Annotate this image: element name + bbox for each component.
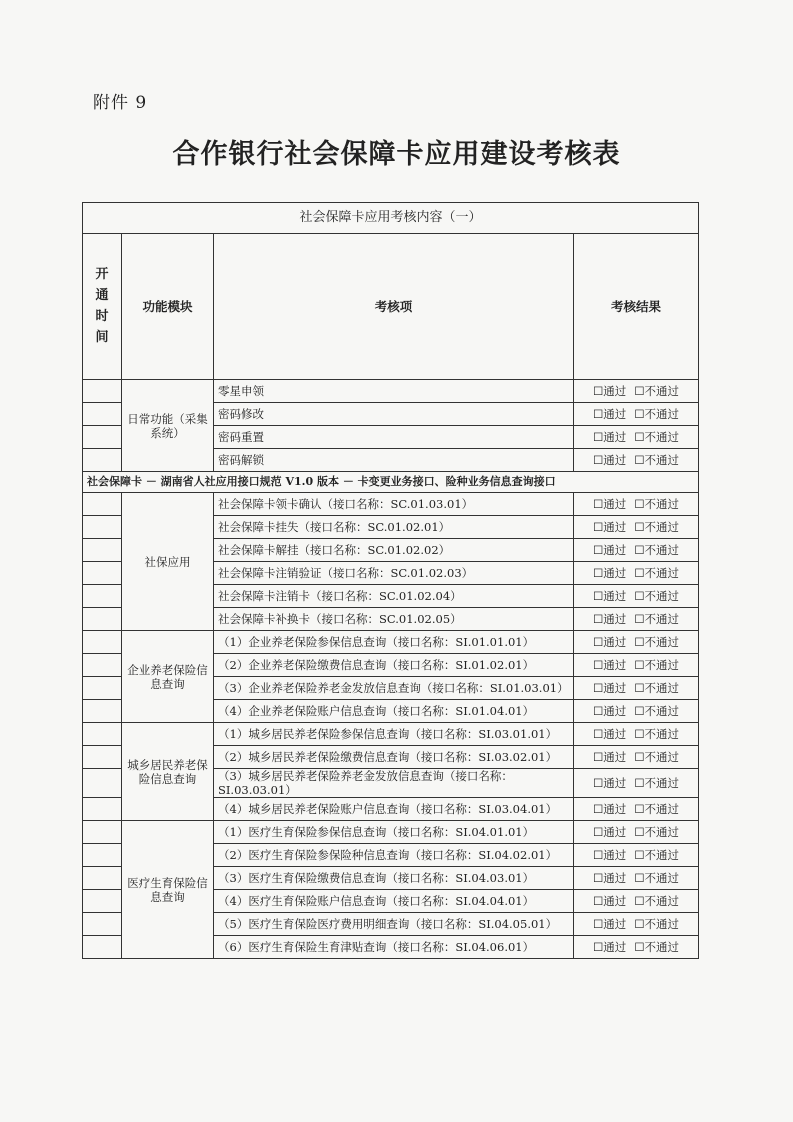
- open-time-cell[interactable]: [83, 654, 122, 677]
- result-cell: [574, 746, 699, 769]
- result-cell: [574, 654, 699, 677]
- item-cell: （4）医疗生育保险账户信息查询（接口名称：SI.04.04.01）: [214, 890, 574, 913]
- open-time-cell[interactable]: [83, 844, 122, 867]
- item-cell: 社会保障卡挂失（接口名称：SC.01.02.01）: [214, 516, 574, 539]
- item-cell: （5）医疗生育保险医疗费用明细查询（接口名称：SI.04.05.01）: [214, 913, 574, 936]
- fail-checkbox[interactable]: ☐不通过: [634, 453, 680, 467]
- fail-checkbox[interactable]: ☐不通过: [634, 848, 680, 862]
- result-cell: [574, 608, 699, 631]
- item-cell: 社会保障卡解挂（接口名称：SC.01.02.02）: [214, 539, 574, 562]
- item-cell: 社会保障卡补换卡（接口名称：SC.01.02.05）: [214, 608, 574, 631]
- pass-checkbox[interactable]: ☐通过: [592, 497, 627, 511]
- open-time-cell[interactable]: [83, 700, 122, 723]
- open-time-header: 开 通 时 间: [83, 234, 122, 380]
- item-cell: （6）医疗生育保险生育津贴查询（接口名称：SI.04.06.01）: [214, 936, 574, 959]
- pass-checkbox[interactable]: ☐通过: [592, 776, 627, 790]
- pass-checkbox[interactable]: ☐通过: [592, 871, 627, 885]
- open-time-cell[interactable]: [83, 449, 122, 472]
- table-row: [83, 631, 699, 654]
- fail-checkbox[interactable]: ☐不通过: [634, 520, 680, 534]
- fail-checkbox[interactable]: ☐不通过: [634, 727, 680, 741]
- result-cell: [574, 403, 699, 426]
- result-cell: [574, 844, 699, 867]
- fail-checkbox[interactable]: ☐不通过: [634, 750, 680, 764]
- item-header: 考核项: [214, 234, 574, 380]
- item-cell: 密码重置: [214, 426, 574, 449]
- open-time-cell[interactable]: [83, 539, 122, 562]
- open-time-cell[interactable]: [83, 403, 122, 426]
- item-cell: （2）城乡居民养老保险缴费信息查询（接口名称：SI.03.02.01）: [214, 746, 574, 769]
- pass-checkbox[interactable]: ☐通过: [592, 917, 627, 931]
- table-row: [83, 821, 699, 844]
- pass-checkbox[interactable]: ☐通过: [592, 430, 627, 444]
- open-time-cell[interactable]: [83, 585, 122, 608]
- result-cell: [574, 890, 699, 913]
- pass-checkbox[interactable]: ☐通过: [592, 727, 627, 741]
- open-time-cell[interactable]: [83, 426, 122, 449]
- open-time-cell[interactable]: [83, 821, 122, 844]
- open-time-cell[interactable]: [83, 516, 122, 539]
- attachment-label: 附件 9: [93, 93, 148, 113]
- page-title: 合作银行社会保障卡应用建设考核表: [172, 139, 621, 170]
- table-caption: 社会保障卡应用考核内容（一）: [83, 203, 699, 234]
- fail-checkbox[interactable]: ☐不通过: [634, 384, 680, 398]
- table-row: [83, 493, 699, 516]
- result-cell: [574, 936, 699, 959]
- open-time-cell[interactable]: [83, 746, 122, 769]
- result-cell: [574, 539, 699, 562]
- fail-checkbox[interactable]: ☐不通过: [634, 407, 680, 421]
- banner-row: [83, 472, 699, 493]
- item-cell: （2）医疗生育保险参保险种信息查询（接口名称：SI.04.02.01）: [214, 844, 574, 867]
- result-cell: [574, 798, 699, 821]
- item-cell: （4）城乡居民养老保险账户信息查询（接口名称：SI.03.04.01）: [214, 798, 574, 821]
- result-cell: [574, 380, 699, 403]
- module-cell: 社保应用: [122, 493, 214, 631]
- fail-checkbox[interactable]: ☐不通过: [634, 543, 680, 557]
- open-time-cell[interactable]: [83, 562, 122, 585]
- open-time-cell[interactable]: [83, 723, 122, 746]
- item-cell: 零星申领: [214, 380, 574, 403]
- fail-checkbox[interactable]: ☐不通过: [634, 825, 680, 839]
- result-cell: [574, 631, 699, 654]
- result-cell: [574, 585, 699, 608]
- pass-checkbox[interactable]: ☐通过: [592, 543, 627, 557]
- pass-checkbox[interactable]: ☐通过: [592, 940, 627, 954]
- module-header: 功能模块: [122, 234, 214, 380]
- item-cell: （3）企业养老保险养老金发放信息查询（接口名称：SI.01.03.01）: [214, 677, 574, 700]
- pass-checkbox[interactable]: ☐通过: [592, 681, 627, 695]
- fail-checkbox[interactable]: ☐不通过: [634, 430, 680, 444]
- pass-checkbox[interactable]: ☐通过: [592, 750, 627, 764]
- fail-checkbox[interactable]: ☐不通过: [634, 940, 680, 954]
- module-cell: 日常功能（采集系统）: [122, 380, 214, 472]
- open-time-cell[interactable]: [83, 631, 122, 654]
- module-cell: 医疗生育保险信息查询: [122, 821, 214, 959]
- result-cell: [574, 426, 699, 449]
- pass-checkbox[interactable]: ☐通过: [592, 453, 627, 467]
- fail-checkbox[interactable]: ☐不通过: [634, 681, 680, 695]
- fail-checkbox[interactable]: ☐不通过: [634, 589, 680, 603]
- open-time-cell[interactable]: [83, 380, 122, 403]
- open-time-cell[interactable]: [83, 493, 122, 516]
- pass-checkbox[interactable]: ☐通过: [592, 589, 627, 603]
- open-time-cell[interactable]: [83, 769, 122, 798]
- fail-checkbox[interactable]: ☐不通过: [634, 917, 680, 931]
- open-time-cell[interactable]: [83, 677, 122, 700]
- result-cell: [574, 821, 699, 844]
- item-cell: （3）城乡居民养老保险养老金发放信息查询（接口名称：SI.03.03.01）: [214, 769, 574, 798]
- item-cell: 密码解锁: [214, 449, 574, 472]
- result-header: 考核结果: [574, 234, 699, 380]
- pass-checkbox[interactable]: ☐通过: [592, 704, 627, 718]
- open-time-cell[interactable]: [83, 936, 122, 959]
- result-cell: [574, 867, 699, 890]
- interface-banner: 社会保障卡 － 湖南省人社应用接口规范 V1.0 版本 － 卡变更业务接口、险种业务信息查询接口: [83, 472, 699, 493]
- open-time-cell[interactable]: [83, 867, 122, 890]
- pass-checkbox[interactable]: ☐通过: [592, 848, 627, 862]
- item-cell: （1）医疗生育保险参保信息查询（接口名称：SI.04.01.01）: [214, 821, 574, 844]
- result-cell: [574, 700, 699, 723]
- pass-checkbox[interactable]: ☐通过: [592, 566, 627, 580]
- item-cell: （3）医疗生育保险缴费信息查询（接口名称：SI.04.03.01）: [214, 867, 574, 890]
- open-time-cell[interactable]: [83, 913, 122, 936]
- result-cell: [574, 516, 699, 539]
- pass-checkbox[interactable]: ☐通过: [592, 384, 627, 398]
- pass-checkbox[interactable]: ☐通过: [592, 825, 627, 839]
- module-cell: 城乡居民养老保险信息查询: [122, 723, 214, 821]
- assessment-table: [82, 202, 699, 959]
- fail-checkbox[interactable]: ☐不通过: [634, 776, 680, 790]
- item-cell: （4）企业养老保险账户信息查询（接口名称：SI.01.04.01）: [214, 700, 574, 723]
- item-cell: 社会保障卡注销验证（接口名称：SC.01.02.03）: [214, 562, 574, 585]
- open-time-cell[interactable]: [83, 798, 122, 821]
- fail-checkbox[interactable]: ☐不通过: [634, 704, 680, 718]
- fail-checkbox[interactable]: ☐不通过: [634, 871, 680, 885]
- fail-checkbox[interactable]: ☐不通过: [634, 635, 680, 649]
- table-row: [83, 380, 699, 403]
- pass-checkbox[interactable]: ☐通过: [592, 658, 627, 672]
- item-cell: （1）企业养老保险参保信息查询（接口名称：SI.01.01.01）: [214, 631, 574, 654]
- result-cell: [574, 769, 699, 798]
- pass-checkbox[interactable]: ☐通过: [592, 894, 627, 908]
- fail-checkbox[interactable]: ☐不通过: [634, 658, 680, 672]
- result-cell: [574, 449, 699, 472]
- table-row: [83, 723, 699, 746]
- open-time-cell[interactable]: [83, 608, 122, 631]
- pass-checkbox[interactable]: ☐通过: [592, 635, 627, 649]
- result-cell: [574, 562, 699, 585]
- pass-checkbox[interactable]: ☐通过: [592, 802, 627, 816]
- item-cell: （1）城乡居民养老保险参保信息查询（接口名称：SI.03.01.01）: [214, 723, 574, 746]
- fail-checkbox[interactable]: ☐不通过: [634, 802, 680, 816]
- fail-checkbox[interactable]: ☐不通过: [634, 566, 680, 580]
- result-cell: [574, 723, 699, 746]
- open-time-cell[interactable]: [83, 890, 122, 913]
- item-cell: 社会保障卡领卡确认（接口名称：SC.01.03.01）: [214, 493, 574, 516]
- pass-checkbox[interactable]: ☐通过: [592, 407, 627, 421]
- result-cell: [574, 913, 699, 936]
- fail-checkbox[interactable]: ☐不通过: [634, 894, 680, 908]
- result-cell: [574, 493, 699, 516]
- item-cell: （2）企业养老保险缴费信息查询（接口名称：SI.01.02.01）: [214, 654, 574, 677]
- fail-checkbox[interactable]: ☐不通过: [634, 497, 680, 511]
- pass-checkbox[interactable]: ☐通过: [592, 612, 627, 626]
- item-cell: 社会保障卡注销卡（接口名称：SC.01.02.04）: [214, 585, 574, 608]
- pass-checkbox[interactable]: ☐通过: [592, 520, 627, 534]
- item-cell: 密码修改: [214, 403, 574, 426]
- result-cell: [574, 677, 699, 700]
- fail-checkbox[interactable]: ☐不通过: [634, 612, 680, 626]
- module-cell: 企业养老保险信息查询: [122, 631, 214, 723]
